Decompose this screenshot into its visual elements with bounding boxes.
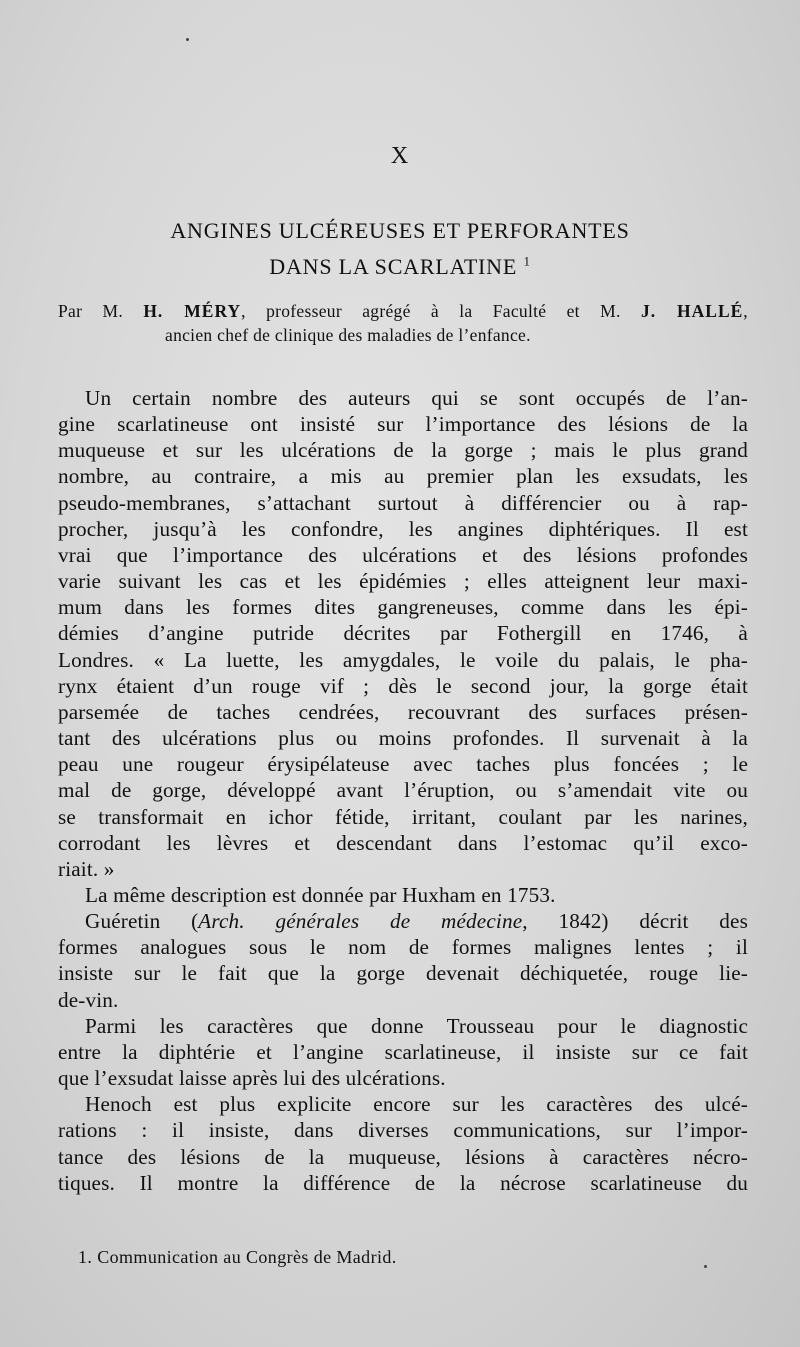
text-segment: Guéretin ( <box>85 909 199 934</box>
footnote-mark: 1. <box>78 1247 93 1267</box>
body-text <box>58 385 748 1196</box>
text-line: se transformait en ichor fétide, irritant, coulant par les narines, <box>58 804 748 829</box>
author-2-suffix: , <box>743 301 748 321</box>
authors-line-2: ancien chef de clinique des maladies de l’enfance. <box>165 325 531 345</box>
authors-line-1 <box>58 300 748 323</box>
text-line: entre la diphtérie et l’angine scarlatineuse, il insiste sur ce fait <box>58 1039 748 1064</box>
footnote <box>78 1247 397 1268</box>
paper-speck <box>704 1265 707 1268</box>
text-line: varie suivant les cas et les épidémies ; elles atteignent leur maxi- <box>58 569 748 594</box>
author-2-name: J. HALLÉ <box>640 301 744 321</box>
text-line: tance des lésions de la muqueuse, lésions à caractères nécro- <box>58 1144 748 1169</box>
author-1-role: , professeur agrégé à la Faculté et M. <box>241 301 621 321</box>
text-line: formes analogues sous le nom de formes malignes lentes ; il <box>58 935 748 960</box>
text-line: vrai que l’importance des ulcérations et des lésions profondes <box>58 542 748 567</box>
author-1-name: H. MÉRY <box>143 301 242 321</box>
text-line: tiques. Il montre la différence de la nécrose scarlatineuse du <box>58 1170 748 1195</box>
text-line: corrodant les lèvres et descendant dans l’estomac qu’il exco- <box>58 830 748 855</box>
paper-speck <box>186 38 189 41</box>
title-line-2-text: DANS LA SCARLATINE <box>269 254 518 279</box>
text-line: procher, jusqu’à les confondre, les angines diphtériques. Il est <box>58 516 748 541</box>
chapter-number: X <box>390 143 410 169</box>
text-line: gine scarlatineuse ont insisté sur l’importance des lésions de la <box>58 412 748 437</box>
title-footnote-mark: 1 <box>523 253 531 269</box>
text-line: insiste sur le fait que la gorge devenait déchiquetée, rouge lie- <box>58 961 748 986</box>
text-line <box>58 908 748 934</box>
text-line: mal de gorge, développé avant l’éruption, ou s’amendait vite ou <box>58 778 748 803</box>
authors-prefix: Par M. <box>58 301 124 321</box>
title-line-1: ANGINES ULCÉREUSES ET PERFORANTES <box>170 218 630 243</box>
text-line: muqueuse et sur les ulcérations de la gorge ; mais le plus grand <box>58 438 748 463</box>
text-line: parsemée de taches cendrées, recouvrant des surfaces présen- <box>58 699 748 724</box>
text-segment: , 1842) décrit des <box>522 909 748 934</box>
text-line: pseudo-membranes, s’attachant surtout à différencier ou à rap- <box>58 490 748 515</box>
text-line: La même description est donnée par Huxham en 1753. <box>85 882 556 907</box>
text-line: que l’exsudat laisse après lui des ulcérations. <box>58 1066 446 1091</box>
title-line-2 <box>0 254 800 280</box>
text-line: mum dans les formes dites gangreneuses, comme dans les épi- <box>58 595 748 620</box>
journal-title: Arch. générales de médecine <box>198 909 523 934</box>
text-line: Parmi les caractères que donne Trousseau pour le diagnostic <box>85 1013 748 1038</box>
footnote-text: Communication au Congrès de Madrid. <box>97 1247 397 1267</box>
text-line: Henoch est plus explicite encore sur les caractères des ulcé- <box>85 1092 748 1117</box>
text-line: peau une rougeur érysipélateuse avec taches plus foncées ; le <box>58 752 748 777</box>
text-line: nombre, au contraire, a mis au premier plan les exsudats, les <box>58 464 748 489</box>
text-line: Londres. « La luette, les amygdales, le voile du palais, le pha- <box>58 647 748 672</box>
text-line: rations : il insiste, dans diverses communications, sur l’impor- <box>58 1118 748 1143</box>
text-line: rynx étaient d’un rouge vif ; dès le second jour, la gorge était <box>58 673 748 698</box>
text-line: Un certain nombre des auteurs qui se sont occupés de l’an- <box>85 386 748 410</box>
text-line: démies d’angine putride décrites par Fothergill en 1746, à <box>58 621 748 646</box>
text-line: riait. » <box>58 856 115 881</box>
text-line: tant des ulcérations plus ou moins profondes. Il survenait à la <box>58 726 748 751</box>
text-line: de-vin. <box>58 987 119 1012</box>
